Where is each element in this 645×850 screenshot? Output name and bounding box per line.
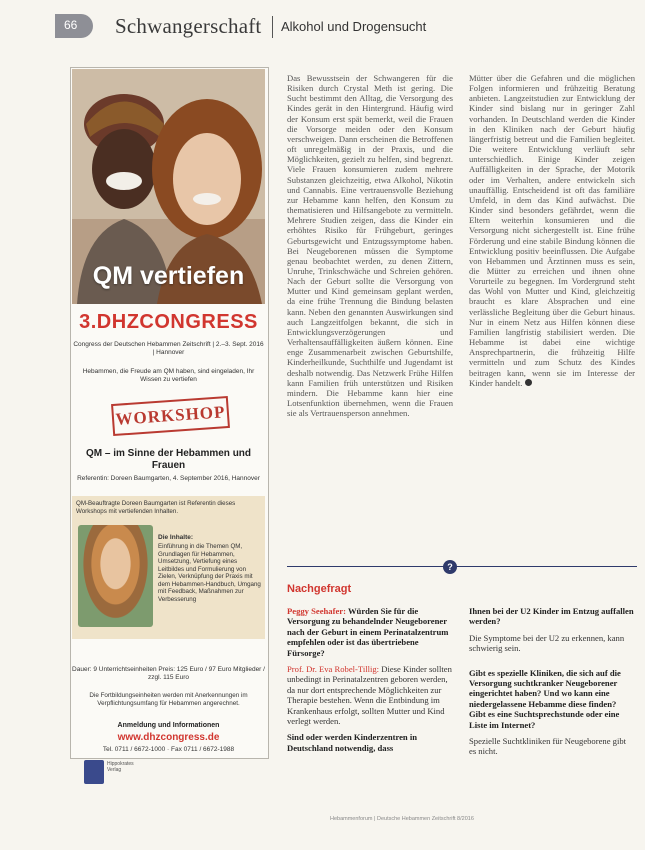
leader-contents-heading: Die Inhalte: [158,534,194,541]
workshop-meta: Referentin: Doreen Baumgarten, 4. September 2016, Hannover [77,475,260,482]
article-column-right [469,73,635,388]
leader-contents: Einführung in die Themen QM, Grundlagen für Hebammen, Umsetzung, Vertiefung eines Leitbildes und Formulierung von Zielen, Verknüpfung der Praxis mit dem Hebammen-Handbuch, Umgang mit Feedback, Maßnahmen zur Verbesserung [158,543,261,603]
page-number: 66 [64,18,78,32]
question-2: Sind oder werden Kinderzentren in Deutschland notwendig, dass [287,732,418,753]
congress-note: Hebammen, die Freude am QM haben, sind eingeladen, Ihr Wissen zu vertiefen [82,368,255,383]
answer-1: Prof. Dr. Eva Robel-Tillig: Diese Kinder sollten unbedingt in Perinatalzentren geboren werden, da nur dort entsprechende Möglichkeiten zur Therapie bestehen. Wenn die Entbindung im Krankenhaus erfolgt, sollten Mutter und Kind verlegt werden. [287,664,452,727]
congress-info: Congress der Deutschen Hebammen Zeitschrift | 2.–3. Sept. 2016 | Hannover [73,341,264,356]
congress-logo: 3.DHZCONGRESS [79,311,258,333]
fee-note: Die Fortbildungseinheiten werden mit Anerkennungen im Verpflichtungsumfang für Hebammen angerechnet. [89,692,248,707]
workshop-title: QM – im Sinne der Hebammen und Frauen [85,448,252,471]
interview-column-left [287,606,453,753]
nachgefragt-heading: Nachgefragt [287,583,352,595]
question-mark-icon: ? [443,560,457,574]
fee-info: Dauer: 9 Unterrichtseinheiten Preis: 125 Euro / 97 Euro Mitglieder / zzgl. 115 Euro [72,666,265,681]
question-2-continued: Ihnen bei der U2 Kinder im Entzug auffallen werden? [469,606,634,627]
page-footer: Hebammenforum | Deutsche Hebammen Zeitschrift 8/2016 [330,816,474,822]
congress-url-link[interactable]: www.dhzcongress.de [117,732,220,743]
end-of-article-icon [525,379,532,386]
section-rule [287,566,637,567]
subsection-title: Alkohol und Drogensucht [281,19,427,34]
workshop-stamp: WORKSHOP [111,396,230,436]
leader-intro: QM-Beauftragte Doreen Baumgarten ist Referentin dieses Workshops mit vertiefenden Inhalten. [76,500,236,515]
interview-column-right [469,606,635,757]
answer-2: Die Symptome bei der U2 zu erkennen, kann schwierig sein. [469,632,625,654]
article-column-middle: Das Bewusstsein der Schwangeren für die Risiken durch Crystal Meth ist gering. Die Sucht bestimmt den Alltag, die Versorgung des Kindes gerät in den Hintergrund. Häufig wird der Konsum erst spät bemerkt, weil die Frauen die Vorsorge meiden oder den Konsum verschweigen. Dann erscheinen die Betroffenen oft unregelmäßig in der Praxis, und die Möglichkeiten, gezielt zu helfen, sind begrenzt. Viele Frauen konsumieren zudem mehrere Substanzen gleichzeitig, etwa Alkohol, Nikotin und Cannabis. Eine vertrauensvolle Beziehung zur Hebamme kann helfen, den Konsum zu thematisieren und Hilfsangebote zu vermitteln. Mehrere Studien zeigen, dass die Kinder ein erhöhtes Risiko für Frühgeburt, geringes Geburtsgewicht und Entzugssymptome haben. Bei Neugeborenen müssen die Symptome genau beobachtet werden, zu denen Zittern, Unruhe, Trinkschwäche und Schreien gehören. Nach der Geburt sollte die Versorgung von Mutter und Kind gemeinsam geplant werden, da eine frühe Trennung die Bindung belasten kann. Neben den genannten Auswirkungen sind auch Langzeitfolgen bekannt, die sich in Entwicklungsverzögerungen und Verhaltensauffälligkeiten äußern können. Eine enge Zusammenarbeit zwischen Geburtshilfe, Kinderheilkunde, Suchthilfe und Jugendamt ist deshalb notwendig. Das Netzwerk Frühe Hilfen kann Familien früh unterstützen und Risiken mindern. Die Hebamme kann hier eine Lotsenfunktion übernehmen, wenn die Frauen sie als Vertrauensperson annehmen. [287,73,453,419]
section-title: Schwangerschaft [115,14,262,38]
publisher-logo-icon [84,760,104,784]
answer-3: Spezielle Suchtkliniken für Neugeborene gibt es nicht. [469,736,627,757]
ad-headline: QM vertiefen [92,262,245,290]
contact-phone: Tel. 0711 / 6672-1000 · Fax 0711 / 6672-1988 [102,746,235,753]
leader-portrait [78,525,153,627]
question-3: Gibt es spezielle Kliniken, die sich auf die Versorgung suchtkranker Neugeborener eingerichtet haben? Und wo kann eine niedergelassene Hebamme diese finden? Gibt es eine Suchtsprechstunde oder eine Liste im Internet? [469,667,621,730]
question-1: Peggy Seehafer: Würden Sie für die Versorgung zu behandelnder Neugeborener nach der Geburt in einem Perinatalzentrum empfehlen oder ist das übertriebene Fürsorge? [287,606,449,658]
article-column-right-text: Mütter über die Gefahren und die möglichen Folgen informieren und frühzeitig Beratung anbieten. Langzeitstudien zur Entwicklung der Kinder sind bislang nur in geringer Zahl vorhanden. In Deutschland werden die Kinder in den Kliniken nach der Geburt häufig längerfristig betreut und die Familien begleitet. Die weitere Entwicklung verläuft sehr unterschiedlich. Einige Kinder zeigen Auffälligkeiten in der Sprache, der Motorik oder im Verhalten, andere entwickeln sich unauffällig. Entscheidend ist oft das familiäre Umfeld, in dem das Kind aufwächst. Die Kinder sind besonders gefährdet, wenn die Eltern weiterhin konsumieren und die Versorgung nicht sichergestellt ist. Eine frühe Förderung und eine stabile Bindung können die Entwicklung positiv beeinflussen. Die Aufgabe von Hebammen und Ärztinnen muss es sein, die Mütter zu erreichen und ihnen ohne Vorurteile zu begegnen. Im Vordergrund steht das Wohl von Mutter und Kind, gleichzeitig braucht es klare Absprachen und eine verlässliche Begleitung über die Geburt hinaus. Nur in einem Netz aus Hilfen können diese Familien langfristig stabilisiert werden. Die Hebamme ist dabei eine wichtige Ansprechpartnerin, die frühzeitig Hilfe vermitteln und zum Schutz des Kindes beitragen kann, wenn sie im Interesse der Kinder handelt. [469,73,635,388]
publisher-logo-text: Hippokrates Verlag [107,761,134,773]
header-divider [272,16,273,38]
registration-heading: Anmeldung und Informationen [117,722,220,729]
